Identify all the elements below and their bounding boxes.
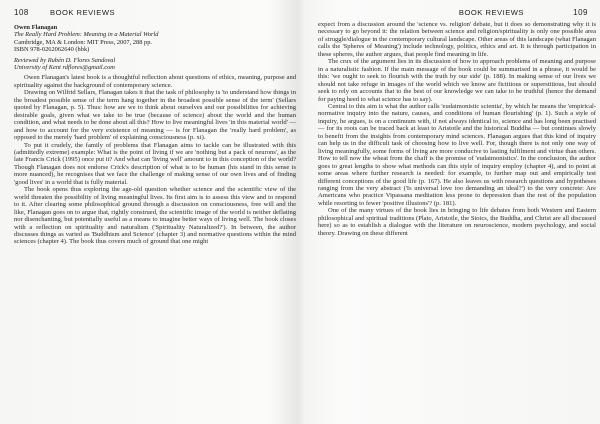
book-title: The Really Hard Problem: Meaning in a Material World [14, 31, 159, 39]
left-paragraph-1: Owen Flanagan's latest book is a thoughtful reflection about questions of ethics, meaning, purpose and spirituality against the background of contemporary science. [14, 74, 296, 89]
left-page-number: 108 [14, 8, 29, 17]
right-paragraph-3: Central to this aim is what the author calls 'eudaimonistic scientia', by which he means the 'empirical-normative inquiry into the nature, causes, and conditions of human flourishing' (p. 1). Such a style of inquiry, he argues, is on a continuum with, if not always identical to, science and has long been practised — for its roots can be traced back at least to Aristotle and the historical Buddha — but continues slowly to benefit from the insights from contemporary mind sciences. Flanagan argues that this kind of inquiry can help us in the difficult task of choosing how to live well. For, though there is not only one way of living meaningfully, some forms of living are more conducive to lasting fulfilment and virtue than others. How to tell now the wheat from the chaff is the promise of 'eudaimonistics'. In the conclusion, the author goes to great lengths to show what methods can this style of inquiry employ (chapter 4), and to point at some areas where further research is needed: for example, to further map out and empirically test different conceptions of the good life (p. 167). He also leaves us with research questions and hypotheses ranging from the very abstract ('Is universal love too demanding an ideal?') to the very concrete: Are Americans who practice Vipassana meditation less prone to depression than the rest of the population while resorting to fewer 'positive illusions'? (p. 181). [318, 102, 596, 207]
left-paragraph-3: To put it crudely, the family of problems that Flanagan aims to tackle can be illustrated with this (admittedly extreme) example: What is the point of living if we are 'nothing but a pack of neurons', as the late Francis Crick (1995) once put it? And what can 'living well' amount to in this conception of the world? Though Flanagan does not endorse Crick's description of what is to be human (his stand in this sense is more nuanced), he recognises that we face the challenge of making sense of our own lives and of finding 'good lives' in a world that is fully material. [14, 141, 296, 186]
left-body-text [14, 74, 296, 245]
book-info [14, 24, 296, 54]
right-paragraph-1: expect from a discussion around the 'science vs. religion' debate, but it does so demonstrating why it is necessary to go beyond it: the relation between science and religion/spirituality is only one possible area of struggle/dialogue in the contemporary cultural landscape. Other areas of this landscape (what Flanagan calls the 'Spheres of Meaning') include technology, politics, ethics and art. It is through participation in these spheres, the author argues, that people find meaning in life. [318, 21, 596, 58]
book-author: Owen Flanagan [14, 24, 58, 31]
right-page [318, 6, 596, 418]
book-isbn: ISBN 978-0262062640 (hbk) [14, 46, 90, 54]
right-page-number: 109 [573, 8, 588, 17]
right-paragraph-2: The crux of the argument lies in its discussion of how to approach problems of meaning and purpose in a naturalistic fashion. If the main message of the book could be summarised in a phrase, it would be this: 'we ought to seek to flourish with the truth by our side' (p. 188). In making sense of our lives we should not take refuge in images of the world which we know are fictitious or superstitious, but should seek to rely on accounts that to the best of our knowledge we can take to be truthful (hence the demand for paying heed to what science has to say). [318, 58, 596, 103]
left-paragraph-2: Drawing on Wilfrid Sellars, Flanagan takes it that the task of philosophy is 'to understand how things in the broadest possible sense of the term hang together in the broadest possible sense of the term' (Sellars quoted by Flanagan, p. 5). Thus: how are we to think about ourselves and our possibilities for achieving desirable goals, given what we take to be true (because of science) about the world and the human condition, and what needs to be done about all this? How to live meaningful lives 'in this material world' — and how to account for the very existence of meaning — is for Flanagan the 'really hard problem', as opposed to the merely 'hard problem' of explaining consciousness (p. xi). [14, 89, 296, 142]
left-page [14, 6, 296, 418]
left-paragraph-4: The book opens thus exploring the age-old question whether science and the scientific view of the world threaten the possibility of living meaningful lives. Its first aim is to assess this view and to respond to it. After clearing some philosophical ground through a discussion on consciousness, free will and the like, Flanagan goes on to argue that, rightly construed, the scientific image of the world is neither deflating nor disenchanting, but potentially useful as a means to imagine better ways of living well. The book closes with a reflection on spirituality and naturalism ('Spirituality Naturalized?'). In between, the author discusses things as varied as 'Buddhism and Science' (chapter 3) and normative questions within the mind sciences (chapter 4). The book thus covers much of ground that one might [14, 186, 296, 246]
right-running-head-title: BOOK REVIEWS [458, 8, 524, 17]
left-running-head-title: BOOK REVIEWS [50, 8, 116, 17]
reviewer-line: Reviewed by Rubén D. Flores Sandoval [14, 56, 116, 64]
right-body-text [318, 21, 596, 237]
reviewer-info [14, 57, 296, 72]
book-publisher: Cambridge, MA & London: MIT Press, 2007, 288 pp. [14, 38, 152, 46]
left-running-head [14, 6, 296, 20]
reviewer-affiliation: University of Kent rdflores@gmail.com [14, 64, 115, 72]
right-running-head [318, 6, 596, 20]
right-paragraph-4: One of the many virtues of the book lies in bringing to life debates from both Western and Eastern philosophical and spiritual traditions (Plato, Aristotle, the Stoics, the Buddha, and Christ are all discussed here) so as to establish a dialogue with the literature on neuroscience, modern psychology, and social theory. Drawing on these different [318, 207, 596, 237]
